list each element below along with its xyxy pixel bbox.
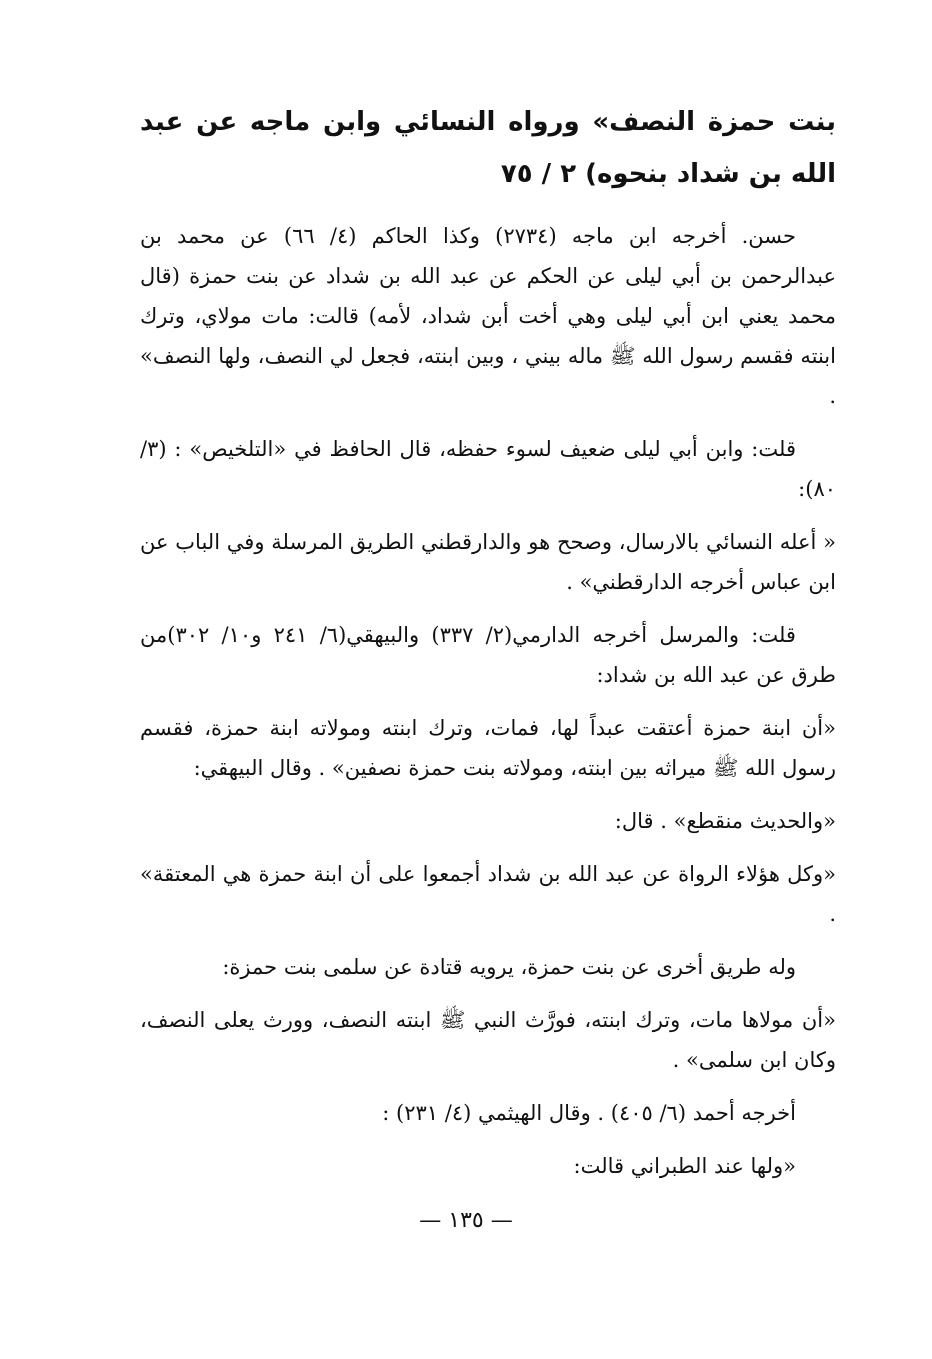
- page-heading: بنت حمزة النصف» ورواه النسائي وابن ماجه عن عبد الله بن شداد بنحوه) ٢ / ٧٥: [140, 107, 836, 189]
- paragraph-hamza-daughter-quote: «أن ابنة حمزة أعتقت عبداً لها، فمات، وترك ابنته ومولاته ابنة حمزة، فقسم رسول الله ﷺ ميراثه بين ابنته، ومولاته بنت حمزة نصفين» . وقال البيهقي:: [140, 716, 836, 780]
- paragraph-munqati: «والحديث منقطع» . قال:: [614, 809, 836, 833]
- paragraph-salma-quote: «أن مولاها مات، وترك ابنته، فورَّث النبي ﷺ ابنته النصف، وورث يعلى النصف، وكان ابن سلمى» .: [140, 1008, 836, 1072]
- paragraph-narrators-quote: «وكل هؤلاء الرواة عن عبد الله بن شداد أجمعوا على أن ابنة حمزة هي المعتقة» .: [140, 862, 836, 926]
- paragraph-mursal: قلت: والمرسل أخرجه الدارمي(٢/ ٣٣٧) والبيهقي(٦/ ٢٤١ و١٠/ ٣٠٢)من طرق عن عبد الله بن شداد:: [140, 623, 836, 687]
- paragraph-hadith-sourcing: حسن. أخرجه ابن ماجه (٢٧٣٤) وكذا الحاكم (٤/ ٦٦) عن محمد بن عبدالرحمن بن أبي ليلى عن الحكم عن عبد الله بن شداد عن بنت حمزة (قال محمد يعني ابن أبي ليلى وهي أخت أبن شداد، لأمه) قالت: مات مولاي، وترك ابنته فقسم رسول الله ﷺ ماله بيني ، وبين ابنته، فجعل لي النصف، ولها النصف» .: [140, 224, 836, 408]
- paragraph-nasai-quote: « أعله النسائي بالارسال، وصحح هو والدارقطني الطريق المرسلة وفي الباب عن ابن عباس أخرجه الدارقطني» .: [140, 530, 836, 594]
- paragraph-qatada-route: وله طريق أخرى عن بنت حمزة، يرويه قتادة عن سلمى بنت حمزة:: [222, 955, 796, 979]
- paragraph-ibn-abi-layla: قلت: وابن أبي ليلى ضعيف لسوء حفظه، قال الحافظ في «التلخيص» : (٣/ ٨٠):: [140, 437, 836, 501]
- paragraph-tabarani: «ولها عند الطبراني قالت:: [573, 1154, 796, 1178]
- paragraph-ahmad-reference: أخرجه أحمد (٦/ ٤٠٥) . وقال الهيثمي (٤/ ٢٣١) :: [382, 1101, 796, 1125]
- page-number: — ١٣٥ —: [419, 1208, 513, 1233]
